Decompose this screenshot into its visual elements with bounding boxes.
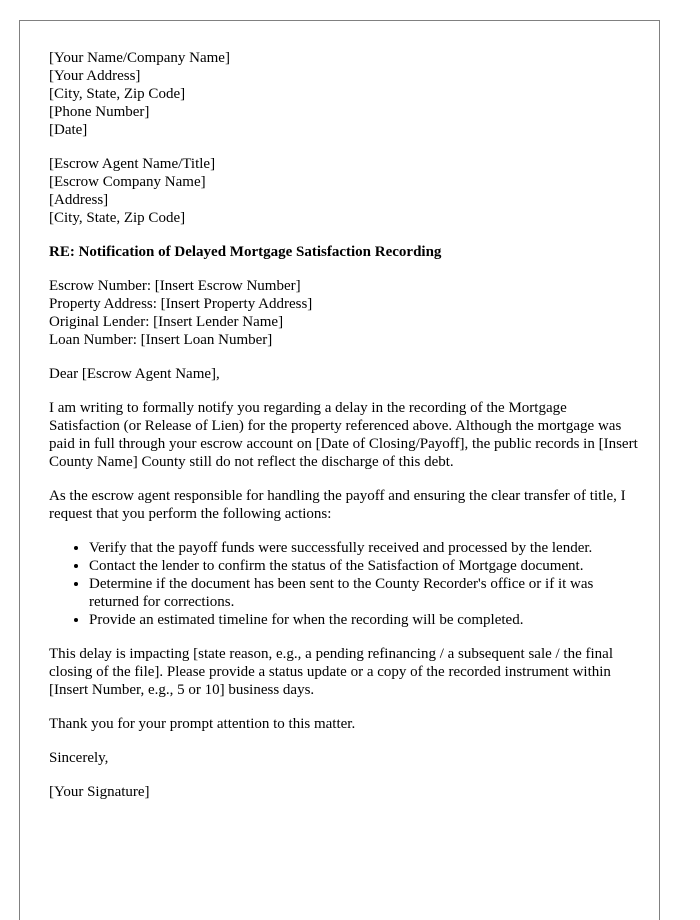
recipient-name-title: [Escrow Agent Name/Title] <box>49 156 216 172</box>
action-list <box>49 539 641 629</box>
recipient-block <box>49 155 641 227</box>
sender-city-state-zip: [City, State, Zip Code] <box>49 86 186 102</box>
details-block <box>49 277 641 349</box>
letter-content <box>49 49 641 817</box>
action-item-timeline: • Provide an estimated timeline for when the recording will be completed. <box>89 611 641 629</box>
letter-date: [Date] <box>49 122 88 138</box>
letter-page <box>19 20 660 920</box>
sender-block <box>49 49 641 139</box>
impact-paragraph: This delay is impacting [state reason, e.g., a pending refinancing / a subsequent sale / the final closing of the file]. Please provide a status update or a copy of the recorded instrument within [Insert Number, e.g., 5 or 10] business days. <box>49 646 613 698</box>
sender-address: [Your Address] <box>49 68 141 84</box>
escrow-number: Escrow Number: [Insert Escrow Number] <box>49 278 301 294</box>
property-address: Property Address: [Insert Property Address] <box>49 296 313 312</box>
recipient-city-state-zip: [City, State, Zip Code] <box>49 210 186 226</box>
action-item-determine: • Determine if the document has been sent to the County Recorder's office or if it was returned for corrections. <box>89 575 641 611</box>
action-item-contact: • Contact the lender to confirm the status of the Satisfaction of Mortgage document. <box>89 557 641 575</box>
sender-phone: [Phone Number] <box>49 104 150 120</box>
intro-paragraph: I am writing to formally notify you regarding a delay in the recording of the Mortgage Satisfaction (or Release of Lien) for the property referenced above. Although the mortgage was paid in full through your escrow account on [Date of Closing/Payoff], the public records in [Insert County Name] County still do not reflect the discharge of this debt. <box>49 400 638 470</box>
closing: Sincerely, <box>49 750 109 766</box>
signature: [Your Signature] <box>49 784 150 800</box>
request-paragraph: As the escrow agent responsible for handling the payoff and ensuring the clear transfer of title, I request that you perform the following actions: <box>49 488 626 522</box>
recipient-address: [Address] <box>49 192 109 208</box>
original-lender: Original Lender: [Insert Lender Name] <box>49 314 284 330</box>
loan-number: Loan Number: [Insert Loan Number] <box>49 332 273 348</box>
recipient-company: [Escrow Company Name] <box>49 174 206 190</box>
action-item-verify: • Verify that the payoff funds were successfully received and processed by the lender. <box>89 539 641 557</box>
subject-line: RE: Notification of Delayed Mortgage Satisfaction Recording <box>49 244 442 260</box>
salutation: Dear [Escrow Agent Name], <box>49 366 220 382</box>
sender-name: [Your Name/Company Name] <box>49 50 230 66</box>
thanks-paragraph: Thank you for your prompt attention to this matter. <box>49 716 356 732</box>
